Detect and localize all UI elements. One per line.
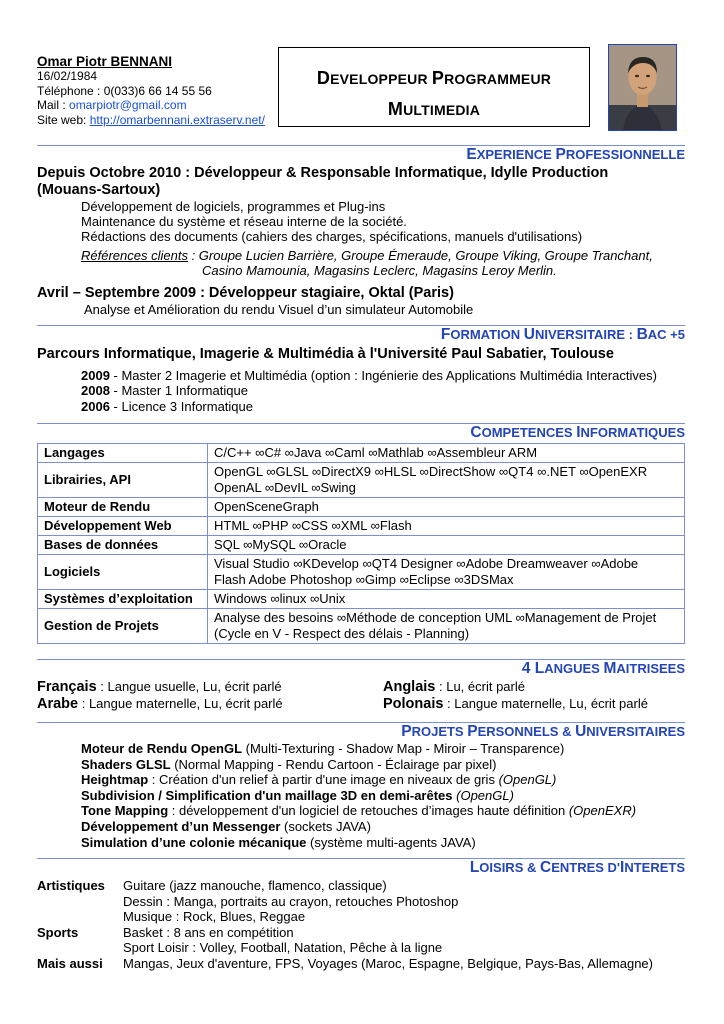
person-name: Omar Piotr BENNANI (37, 54, 173, 69)
section-experience: EXPERIENCE PROFESSIONNELLE (37, 145, 685, 163)
references-label: Références clients (81, 248, 188, 263)
job1-references-2: Casino Mamounia, Magasins Leclerc, Magasins Leroy Merlin. (202, 263, 557, 278)
job-title-line2: MULTIMEDIA (387, 99, 481, 119)
skill-category: Langages (38, 444, 208, 463)
skill-values: Analyse des besoins ∞Méthode de conception UML ∞Management de Projet (Cycle en V - Respect des délais - Planning) (208, 609, 685, 644)
skill-category: Moteur de Rendu (38, 498, 208, 517)
skill-category: Logiciels (38, 555, 208, 590)
table-row (38, 590, 685, 609)
section-projets: PROJETS PERSONNELS & UNIVERSITAIRES (37, 722, 685, 740)
skill-category: Développement Web (38, 517, 208, 536)
list-item: Mais aussi Mangas, Jeux d'aventure, FPS, Voyages (Maroc, Espagne, Belgique, Pays-Bas, Allemagne) (37, 955, 653, 971)
skill-values: OpenGL ∞GLSL ∞DirectX9 ∞HLSL ∞DirectShow ∞QT4 ∞.NET ∞OpenEXR OpenAL ∞DevIL ∞Swing (208, 463, 685, 498)
section-langues: 4 LANGUES MAITRISEES (37, 659, 685, 677)
list-item: Musique : Rock, Blues, Reggae (123, 909, 306, 924)
table-row (38, 555, 685, 590)
skill-values: OpenSceneGraph (208, 498, 685, 517)
language-en: Anglais : Lu, écrit parlé (383, 679, 525, 695)
phone: Téléphone : 0(033)6 66 14 55 56 (37, 83, 212, 98)
list-item: Développement d’un Messenger (sockets JAVA) (81, 818, 371, 834)
job1-title: Depuis Octobre 2010 : Développeur & Responsable Informatique, Idylle Production (37, 165, 609, 181)
list-item: Sport Loisir : Volley, Football, Natation, Pêche à la ligne (123, 940, 443, 955)
job1-line: Rédactions des documents (cahiers des charges, spécifications, manuels d'utilisations) (81, 229, 583, 244)
skill-category: Systèmes d’exploitation (38, 590, 208, 609)
section-loisirs: LOISIRS & CENTRES D'INTERETS (37, 858, 685, 876)
language-pl: Polonais : Langue maternelle, Lu, écrit parlé (383, 696, 648, 712)
table-row (38, 444, 685, 463)
skill-values: Visual Studio ∞KDevelop ∞QT4 Designer ∞Adobe Dreamweaver ∞Adobe Flash Adobe Photoshop ∞Gimp ∞Eclipse ∞3DSMax (208, 555, 685, 590)
list-item: Moteur de Rendu OpenGL (Multi-Texturing - Shadow Map - Miroir – Transparence) (81, 741, 565, 756)
list-item: Subdivision / Simplification d'un maillage 3D en demi-arêtes (OpenGL) (81, 787, 514, 803)
mail-label: Mail : (37, 98, 70, 112)
job2-line: Analyse et Amélioration du rendu Visuel d’un simulateur Automobile (84, 302, 474, 317)
section-competences: COMPETENCES INFORMATIQUES (37, 423, 685, 441)
list-item: Dessin : Manga, portraits au crayon, retouches Photoshop (123, 893, 459, 909)
table-row (38, 498, 685, 517)
birth-date: 16/02/1984 (37, 69, 98, 83)
job2-title: Avril – Septembre 2009 : Développeur stagiaire, Oktal (Paris) (37, 285, 454, 301)
section-formation: FORMATION UNIVERSITAIRE : BAC +5 (37, 325, 685, 343)
contact-block (37, 54, 265, 127)
list-item: Sports Basket : 8 ans en compétition (37, 924, 294, 940)
hobbies-list (37, 878, 653, 971)
formation-item: 2009 - Master 2 Imagerie et Multimédia (option : Ingénierie des Applications Multimédia Interactives) (81, 368, 657, 383)
skill-values: Windows ∞linux ∞Unix (208, 590, 685, 609)
skills-table (37, 443, 685, 644)
table-row (38, 609, 685, 644)
job1-references: Références clients : Groupe Lucien Barrière, Groupe Émeraude, Groupe Viking, Groupe Tranchant, (81, 248, 653, 263)
skill-values: SQL ∞MySQL ∞Oracle (208, 536, 685, 555)
table-row (38, 463, 685, 498)
language-ar: Arabe : Langue maternelle, Lu, écrit parlé (37, 696, 283, 712)
formation-item: 2008 - Master 1 Informatique (81, 383, 248, 398)
projects-list (81, 741, 636, 850)
job1-title-2: (Mouans-Sartoux) (37, 182, 161, 198)
list-item: Tone Mapping : développement d'un logiciel de retouches d’images haute définition (OpenEXR) (81, 803, 637, 819)
skill-values: HTML ∞PHP ∞CSS ∞XML ∞Flash (208, 517, 685, 536)
skill-category: Gestion de Projets (38, 609, 208, 644)
job-title-line1: DEVELOPPEUR PROGRAMMEUR (316, 68, 552, 88)
skill-values: C/C++ ∞C# ∞Java ∞Caml ∞Mathlab ∞Assembleur ARM (208, 444, 685, 463)
profile-photo (608, 44, 677, 131)
list-item: Simulation d’une colonie mécanique (système multi-agents JAVA) (81, 834, 476, 850)
job-title-box (278, 47, 590, 127)
table-row (38, 517, 685, 536)
formation-title: Parcours Informatique, Imagerie & Multimédia à l'Université Paul Sabatier, Toulouse (37, 346, 614, 362)
job1-line: Maintenance du système et réseau interne de la société. (81, 214, 407, 229)
mail-link[interactable]: omarpiotr@gmail.com (69, 98, 187, 112)
skill-category: Bases de données (38, 536, 208, 555)
web-label: Site web: (37, 112, 90, 127)
table-row (38, 536, 685, 555)
list-item: Shaders GLSL (Normal Mapping - Rendu Cartoon - Éclairage par pixel) (81, 756, 497, 772)
list-item: Artistiques Guitare (jazz manouche, flamenco, classique) (37, 878, 387, 893)
language-fr: Français : Langue usuelle, Lu, écrit parlé (37, 679, 282, 695)
job1-line: Développement de logiciels, programmes et Plug-ins (81, 199, 386, 214)
skill-category: Librairies, API (38, 463, 208, 498)
web-line (37, 113, 265, 128)
list-item: Heightmap : Création d'un relief à partir d'une image en niveaux de gris (OpenGL) (81, 772, 557, 788)
mail-line (37, 98, 265, 113)
formation-item: 2006 - Licence 3 Informatique (81, 399, 253, 414)
web-link[interactable]: http://omarbennani.extraserv.net/ (89, 112, 265, 127)
